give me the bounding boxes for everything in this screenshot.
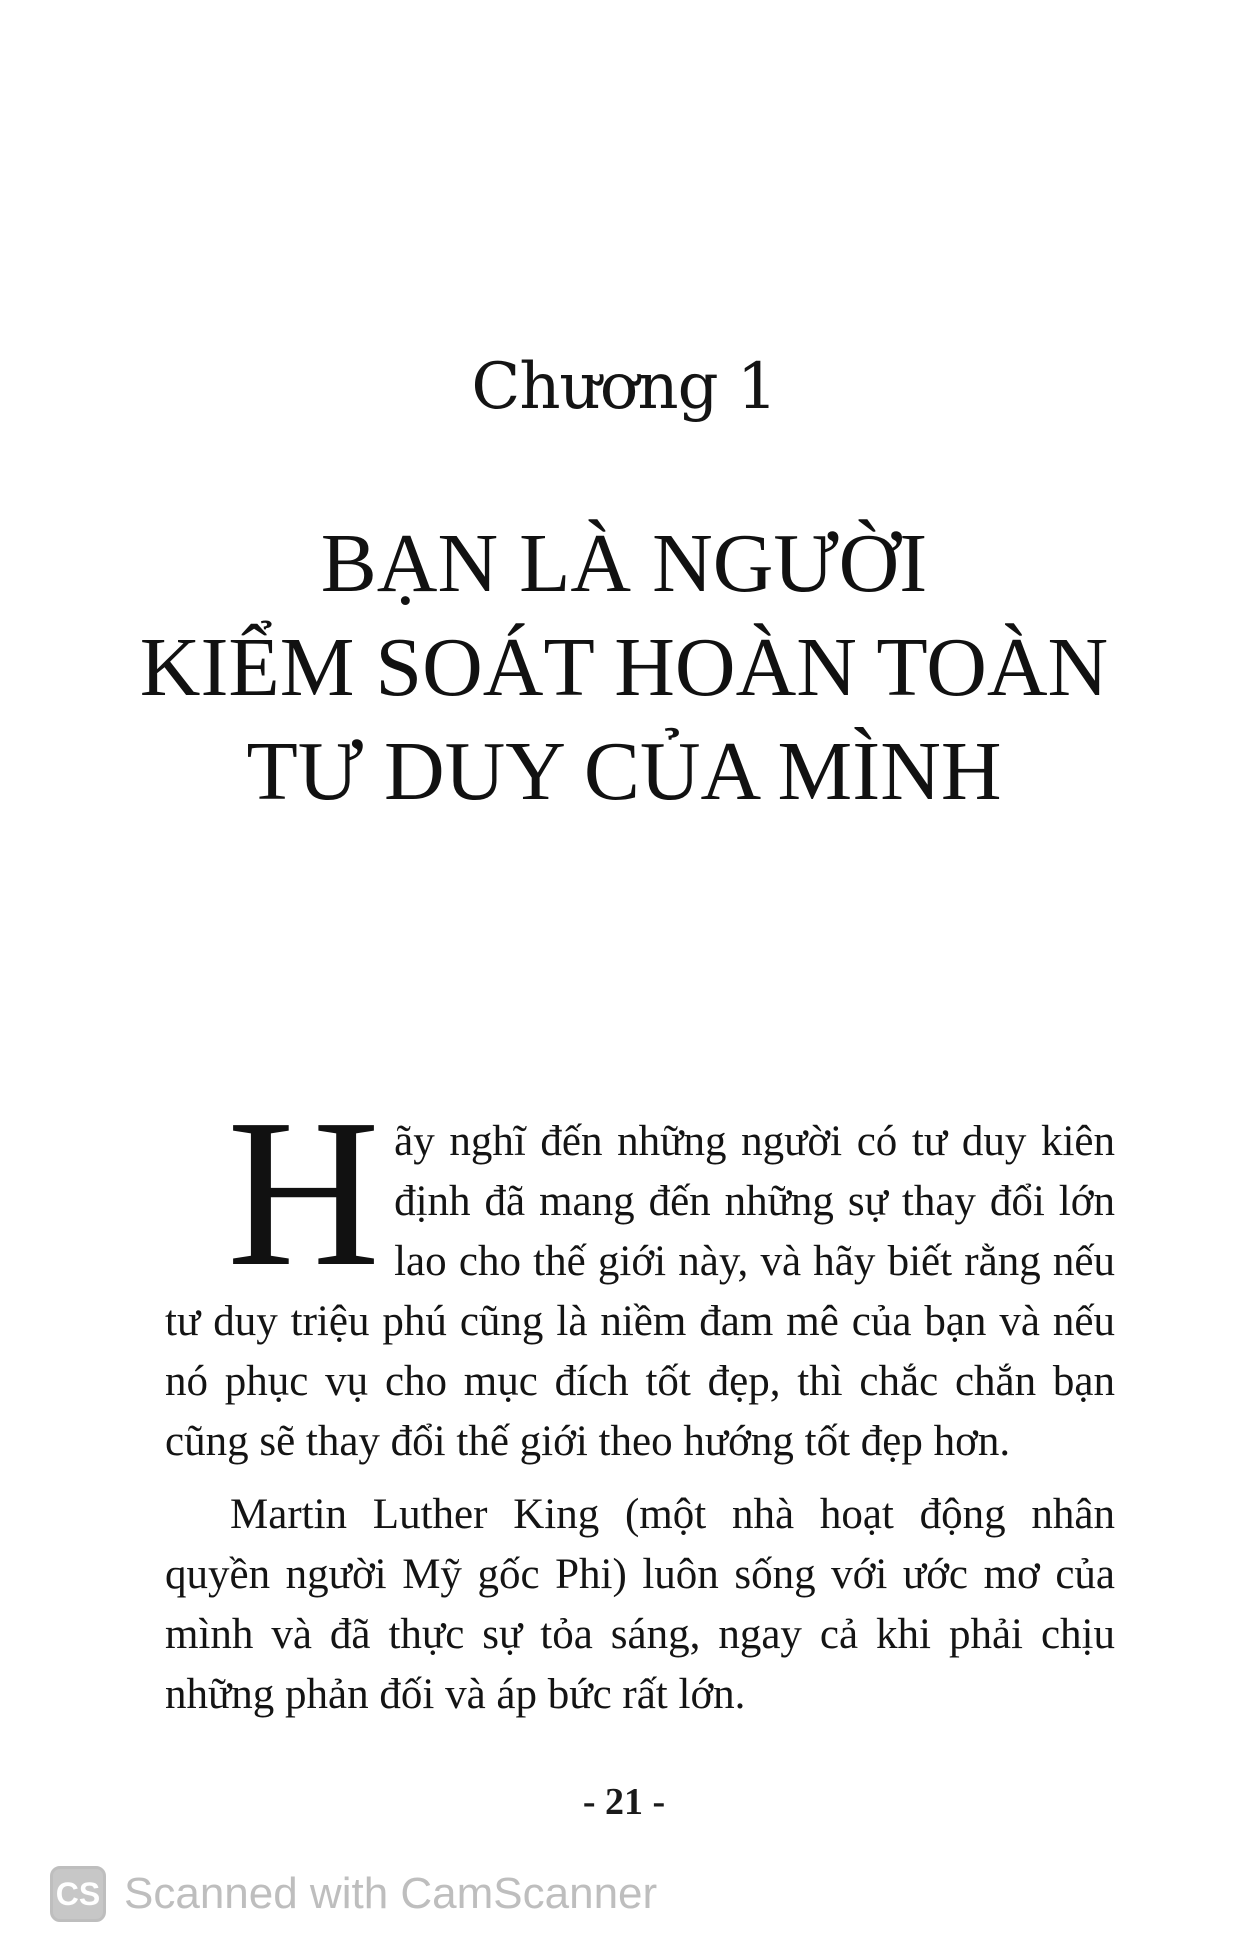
chapter-title-line-3: TƯ DUY CỦA MÌNH xyxy=(246,725,1002,818)
watermark-text: Scanned with CamScanner xyxy=(124,1869,658,1918)
chapter-label: Chương 1 xyxy=(471,350,777,424)
paragraph-2: Martin Luther King (một nhà hoạt động nhân quyền người Mỹ gốc Phi) luôn sống với ước mơ của mình và đã thực sự tỏa sáng, ngay cả khi phải chịu những phản đối và áp bức rất lớn. xyxy=(165,1491,1115,1718)
drop-cap: H xyxy=(227,1075,381,1310)
chapter-title xyxy=(0,512,1248,824)
page-number: - 21 - xyxy=(582,1781,666,1823)
camscanner-watermark xyxy=(50,1862,657,1926)
chapter-title-line-2: KIỂM SOÁT HOÀN TOÀN xyxy=(139,621,1109,714)
paragraph-1-text: ãy nghĩ đến những người có tư duy kiên định đã mang đến những sự thay đổi lớn lao cho thế giới này, và hãy biết rằng nếu tư duy triệu phú cũng là niềm đam mê của bạn và nếu nó phục vụ cho mục đích tốt đẹp, thì chắc chắn bạn cũng sẽ thay đổi thế giới theo hướng tốt đẹp hơn. xyxy=(165,1118,1115,1465)
paragraph-1 xyxy=(165,1075,1115,1472)
chapter-title-line-1: BẠN LÀ NGƯỜI xyxy=(320,517,928,610)
camscanner-logo-icon: CS xyxy=(50,1866,106,1922)
